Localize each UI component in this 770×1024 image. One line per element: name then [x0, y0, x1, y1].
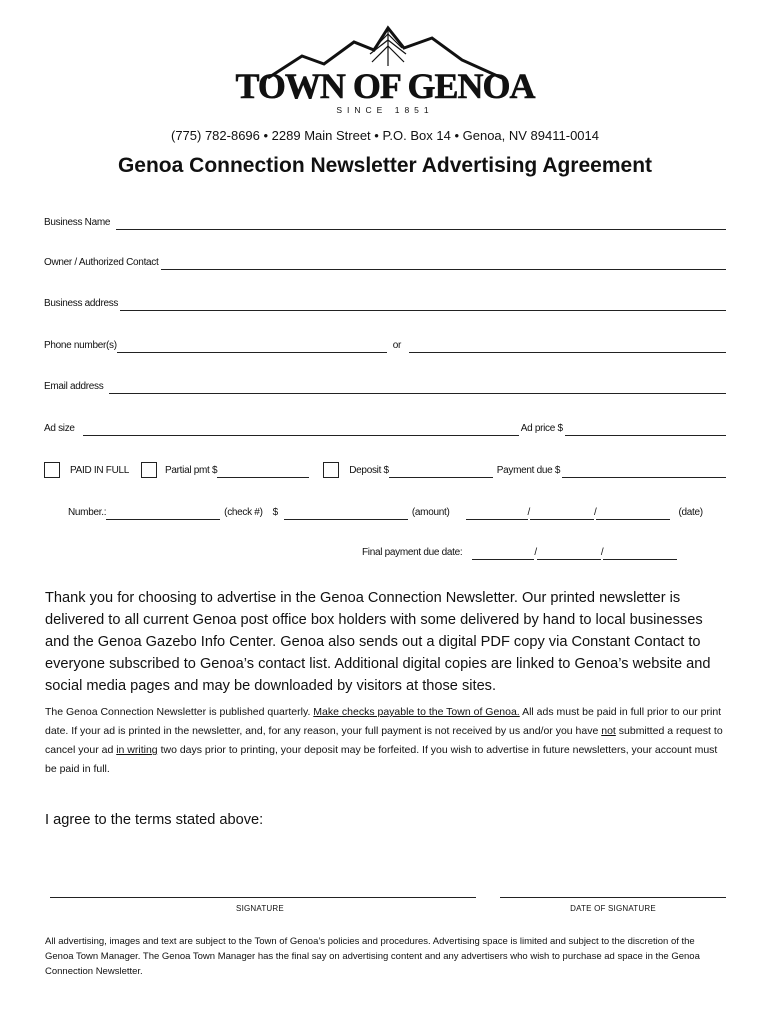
terms-text-3: submitted a request to cancel your ad [45, 725, 723, 756]
phone-label: Phone number(s) [44, 340, 117, 351]
check-details-row [68, 502, 726, 520]
footer-disclaimer: All advertising, images and text are subject to the Town of Genoa’s policies and procedures. Advertising space is limited and subject to the discretion of the Genoa Town Manager. The Genoa Town Manager has the final say on advertising content and any advertisers who wish to purchase ad space in the Genoa Connection Newsletter. [45, 936, 700, 977]
partial-pmt-label: Partial pmt $ [165, 465, 218, 476]
ad-price-label: Ad price $ [520, 423, 563, 434]
final-slash-2: / [600, 547, 604, 558]
paid-in-full-label: PAID IN FULL [70, 465, 130, 476]
owner-contact-line[interactable] [161, 257, 727, 270]
phone-numbers-field[interactable] [44, 335, 726, 353]
date-slash-2: / [593, 507, 597, 518]
date-caption: (date) [678, 507, 703, 518]
payment-due-label: Payment due $ [496, 465, 561, 476]
business-address-line[interactable] [120, 298, 726, 311]
email-label: Email address [44, 381, 104, 392]
business-name-field[interactable] [44, 212, 726, 230]
contact-info: (775) 782-8696 • 2289 Main Street • P.O. Box 14 • Genoa, NV 89411-0014 [170, 128, 599, 143]
paid-in-full-checkbox[interactable] [44, 462, 60, 478]
business-address-field[interactable] [44, 293, 726, 311]
terms-paragraph [45, 703, 725, 779]
final-slash-1: / [534, 547, 537, 558]
partial-pmt-line[interactable] [217, 465, 309, 478]
terms-text-2: All ads must be paid in full prior to our print date. If your ad is printed in the newsletter, and, for any reason, your full payment is not received by us and/or you have [45, 706, 722, 737]
date-of-signature-line[interactable] [500, 896, 726, 898]
ad-size-label: Ad size [44, 423, 75, 434]
owner-contact-field[interactable] [44, 252, 726, 270]
terms-in-writing: in writing [116, 744, 158, 756]
final-due-day-line[interactable] [537, 547, 604, 560]
business-name-line[interactable] [116, 217, 726, 230]
business-name-label: Business Name [44, 217, 111, 228]
amount-line[interactable] [284, 507, 408, 520]
phone-or: or [392, 340, 402, 351]
check-number-line[interactable] [106, 507, 220, 520]
page-title: Genoa Connection Newsletter Advertising Agreement [117, 154, 653, 177]
terms-text-4: two days prior to printing, your deposit may be forfeited. If you wish to advertise in future newsletters, your account must be paid in full. [45, 744, 718, 775]
date-month-line[interactable] [466, 507, 528, 520]
terms-text-1: The Genoa Connection Newsletter is published quarterly. [45, 706, 314, 718]
email-field[interactable] [44, 376, 726, 394]
deposit-checkbox[interactable] [323, 462, 339, 478]
business-address-label: Business address [44, 298, 119, 309]
phone-line-2[interactable] [409, 340, 726, 353]
intro-paragraph: Thank you for choosing to advertise in the Genoa Connection Newsletter. Our printed newsletter is delivered to all current Genoa post office box holders with some delivered by hand to local businesses and the Genoa Gazebo Info Center. Genoa also sends out a digital PDF copy via Constant Contact to everyone subscribed to Genoa’s contact list. Additional digital copies are linked to Genoa’s website and social media pages and may be downloaded by visitors at those sites. [45, 590, 711, 694]
phone-line-1[interactable] [117, 340, 387, 353]
date-year-line[interactable] [593, 507, 670, 520]
owner-contact-label: Owner / Authorized Contact [44, 257, 159, 268]
amount-caption: (amount) [411, 507, 450, 518]
agree-statement: I agree to the terms stated above: [45, 812, 264, 828]
ad-size-line[interactable] [83, 423, 519, 436]
payment-options [44, 458, 726, 478]
date-of-signature-label: DATE OF SIGNATURE [570, 904, 656, 913]
signature-label: SIGNATURE [236, 904, 284, 913]
email-line[interactable] [109, 381, 726, 394]
svg-text:SINCE 1851: SINCE 1851 [336, 105, 434, 115]
check-number-caption: (check #) [224, 507, 263, 518]
number-label: Number.: [68, 507, 107, 518]
final-due-year-line[interactable] [600, 547, 677, 560]
final-due-month-line[interactable] [472, 547, 537, 560]
date-day-line[interactable] [527, 507, 597, 520]
date-slash-1: / [527, 507, 530, 518]
ad-price-line[interactable] [565, 423, 726, 436]
make-checks-payable: Make checks payable to the Town of Genoa. [313, 706, 520, 718]
town-of-genoa-logo [235, 20, 535, 116]
terms-not: not [601, 725, 616, 737]
final-due-label: Final payment due date: [362, 547, 463, 558]
partial-pmt-checkbox[interactable] [141, 462, 157, 478]
payment-due-line[interactable] [562, 465, 726, 478]
signature-line[interactable] [50, 896, 476, 898]
dollar-sign: $ [272, 507, 278, 518]
final-due-date-row [362, 542, 726, 560]
deposit-label: Deposit $ [349, 465, 389, 476]
deposit-line[interactable] [389, 465, 493, 478]
ad-size-field[interactable] [44, 418, 726, 436]
svg-text:TOWN OF GENOA: TOWN OF GENOA [235, 66, 535, 106]
